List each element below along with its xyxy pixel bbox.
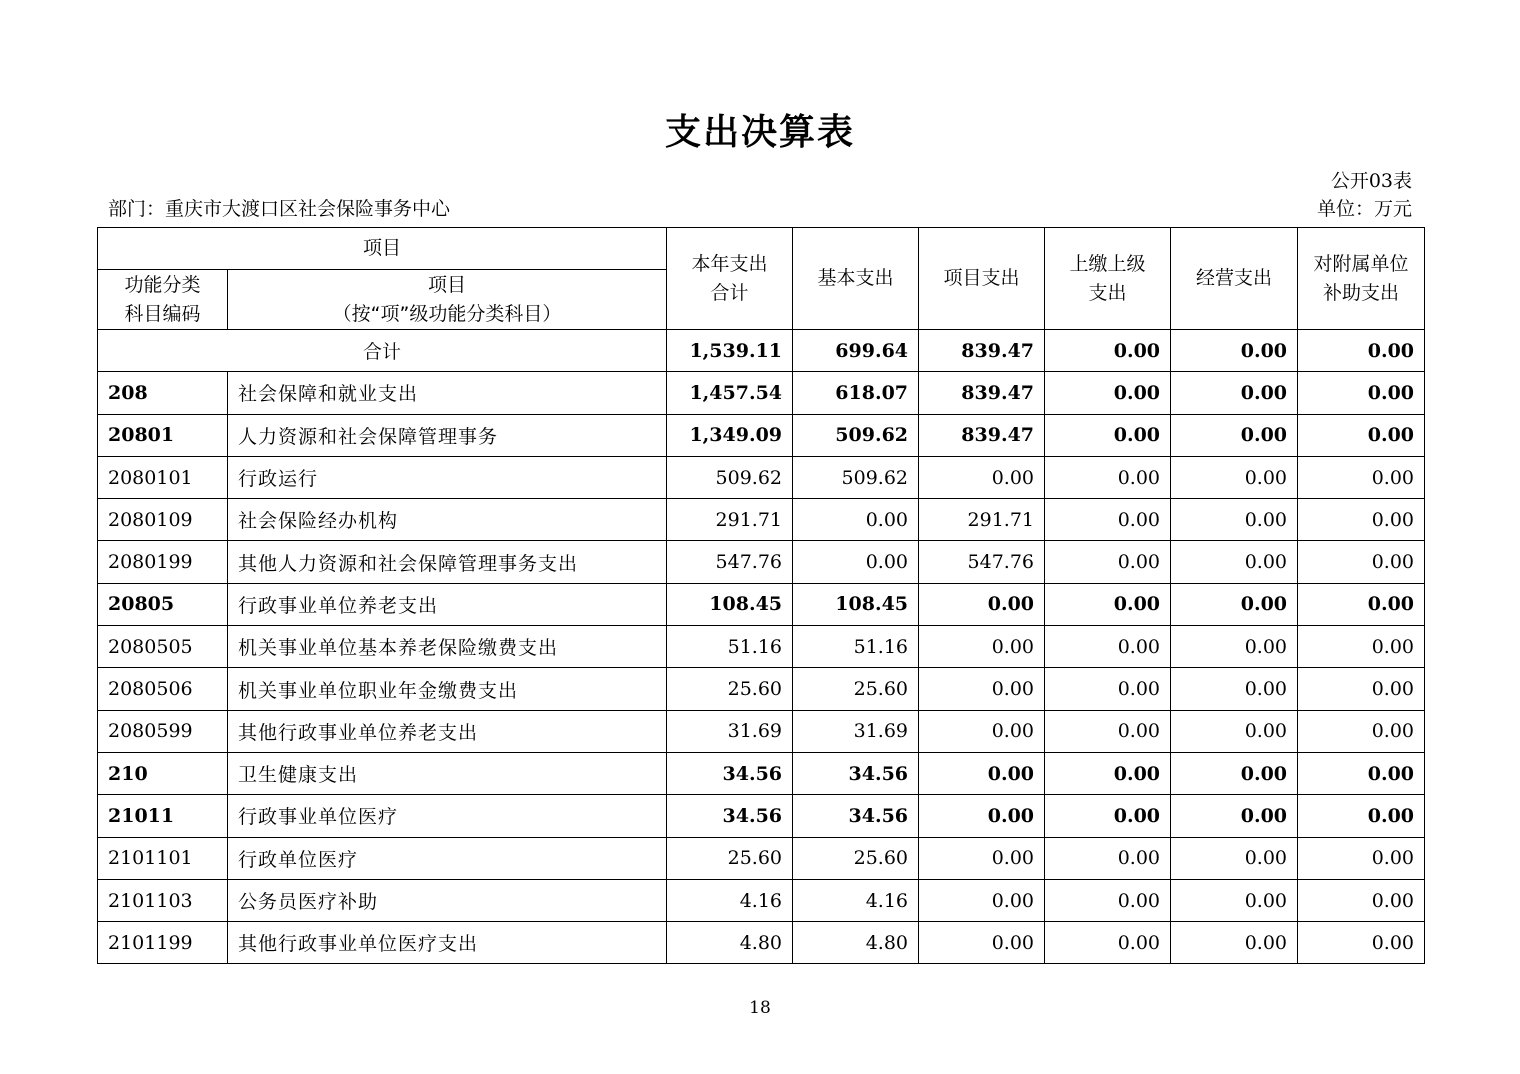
row-value: 0.00 <box>1298 879 1425 921</box>
row-value: 0.00 <box>1171 499 1298 541</box>
page-title: 支出决算表 <box>664 112 855 153</box>
header-subsidy-line1: 对附属单位 <box>1313 252 1409 275</box>
row-name: 社会保障和就业支出 <box>228 372 667 414</box>
row-value: 0.00 <box>1045 499 1171 541</box>
row-value: 0.00 <box>1298 583 1425 625</box>
header-project-group: 项目 <box>98 228 667 270</box>
header-business: 经营支出 <box>1171 228 1298 330</box>
table-row <box>98 456 1425 498</box>
row-value: 0.00 <box>1298 414 1425 456</box>
row-value: 839.47 <box>919 372 1045 414</box>
row-value: 618.07 <box>793 372 919 414</box>
row-code: 20805 <box>98 583 228 625</box>
row-value: 34.56 <box>667 752 793 794</box>
row-value: 0.00 <box>1045 372 1171 414</box>
row-value: 0.00 <box>1298 668 1425 710</box>
row-value: 0.00 <box>1171 456 1298 498</box>
header-name-line1: 项目 <box>428 273 467 296</box>
header-basic: 基本支出 <box>793 228 919 330</box>
row-value: 0.00 <box>1045 922 1171 964</box>
header-code-line2: 科目编码 <box>124 302 201 325</box>
row-value: 0.00 <box>1171 668 1298 710</box>
row-value: 0.00 <box>1045 752 1171 794</box>
row-value: 0.00 <box>1298 456 1425 498</box>
row-value: 0.00 <box>1171 922 1298 964</box>
row-value: 0.00 <box>1171 795 1298 837</box>
row-value: 25.60 <box>793 668 919 710</box>
table-row <box>98 541 1425 583</box>
row-value: 1,349.09 <box>667 414 793 456</box>
row-value: 0.00 <box>1045 583 1171 625</box>
total-value: 0.00 <box>1045 330 1171 372</box>
row-value: 0.00 <box>1045 879 1171 921</box>
row-value: 0.00 <box>919 710 1045 752</box>
total-value: 0.00 <box>1298 330 1425 372</box>
header-project: 项目支出 <box>919 228 1045 330</box>
row-name: 社会保险经办机构 <box>228 499 667 541</box>
row-value: 25.60 <box>793 837 919 879</box>
row-value: 0.00 <box>1171 710 1298 752</box>
row-value: 0.00 <box>1171 372 1298 414</box>
row-value: 4.80 <box>793 922 919 964</box>
row-code: 2080199 <box>98 541 228 583</box>
row-value: 0.00 <box>919 879 1045 921</box>
header-name <box>228 270 667 330</box>
row-value: 0.00 <box>919 795 1045 837</box>
header-subsidy-line2: 补助支出 <box>1323 281 1400 304</box>
row-name: 行政事业单位医疗 <box>228 795 667 837</box>
header-code-line1: 功能分类 <box>124 273 201 296</box>
row-value: 509.62 <box>793 414 919 456</box>
row-value: 0.00 <box>1298 795 1425 837</box>
table-row <box>98 626 1425 668</box>
header-total <box>667 228 793 330</box>
row-value: 51.16 <box>667 626 793 668</box>
row-name: 机关事业单位职业年金缴费支出 <box>228 668 667 710</box>
row-value: 291.71 <box>919 499 1045 541</box>
header-upper <box>1045 228 1171 330</box>
row-name: 人力资源和社会保障管理事务 <box>228 414 667 456</box>
row-value: 0.00 <box>919 922 1045 964</box>
row-value: 0.00 <box>1045 414 1171 456</box>
row-value: 0.00 <box>1298 372 1425 414</box>
total-value: 699.64 <box>793 330 919 372</box>
table-row <box>98 372 1425 414</box>
row-name: 行政事业单位养老支出 <box>228 583 667 625</box>
row-value: 0.00 <box>919 752 1045 794</box>
row-code: 21011 <box>98 795 228 837</box>
row-value: 0.00 <box>919 837 1045 879</box>
row-code: 2080505 <box>98 626 228 668</box>
row-code: 20801 <box>98 414 228 456</box>
row-value: 547.76 <box>919 541 1045 583</box>
row-code: 2101199 <box>98 922 228 964</box>
row-name: 其他人力资源和社会保障管理事务支出 <box>228 541 667 583</box>
table-row <box>98 583 1425 625</box>
row-value: 25.60 <box>667 837 793 879</box>
row-value: 0.00 <box>1298 922 1425 964</box>
row-value: 0.00 <box>1171 414 1298 456</box>
table-row <box>98 499 1425 541</box>
total-value: 839.47 <box>919 330 1045 372</box>
row-value: 4.16 <box>667 879 793 921</box>
row-value: 291.71 <box>667 499 793 541</box>
department-label: 部门：重庆市大渡口区社会保险事务中心 <box>108 198 451 220</box>
row-value: 0.00 <box>1298 626 1425 668</box>
row-code: 2080101 <box>98 456 228 498</box>
row-code: 2080599 <box>98 710 228 752</box>
row-value: 0.00 <box>1171 583 1298 625</box>
row-code: 2101103 <box>98 879 228 921</box>
row-value: 0.00 <box>1171 879 1298 921</box>
total-row <box>98 330 1425 372</box>
row-value: 509.62 <box>793 456 919 498</box>
row-value: 0.00 <box>1045 668 1171 710</box>
row-value: 0.00 <box>1045 456 1171 498</box>
row-code: 208 <box>98 372 228 414</box>
row-value: 31.69 <box>793 710 919 752</box>
row-value: 0.00 <box>1298 752 1425 794</box>
row-value: 0.00 <box>1298 710 1425 752</box>
row-name: 公务员医疗补助 <box>228 879 667 921</box>
form-code: 公开03表 <box>1330 170 1412 192</box>
row-value: 34.56 <box>793 795 919 837</box>
row-value: 0.00 <box>919 626 1045 668</box>
header-upper-line1: 上缴上级 <box>1069 252 1146 275</box>
table-row <box>98 837 1425 879</box>
row-value: 0.00 <box>1171 752 1298 794</box>
row-value: 0.00 <box>1045 626 1171 668</box>
row-value: 0.00 <box>1171 837 1298 879</box>
row-code: 2080506 <box>98 668 228 710</box>
row-value: 31.69 <box>667 710 793 752</box>
total-value: 0.00 <box>1171 330 1298 372</box>
row-value: 509.62 <box>667 456 793 498</box>
row-name: 卫生健康支出 <box>228 752 667 794</box>
row-value: 4.80 <box>667 922 793 964</box>
row-value: 0.00 <box>1171 626 1298 668</box>
row-value: 0.00 <box>1045 710 1171 752</box>
row-name: 行政运行 <box>228 456 667 498</box>
row-name: 机关事业单位基本养老保险缴费支出 <box>228 626 667 668</box>
row-value: 0.00 <box>1298 837 1425 879</box>
row-value: 0.00 <box>1045 541 1171 583</box>
row-value: 0.00 <box>919 583 1045 625</box>
row-value: 0.00 <box>1045 837 1171 879</box>
row-value: 0.00 <box>1045 795 1171 837</box>
header-total-line2: 合计 <box>710 281 749 304</box>
row-value: 34.56 <box>793 752 919 794</box>
row-value: 0.00 <box>1298 499 1425 541</box>
row-value: 0.00 <box>1298 541 1425 583</box>
row-value: 0.00 <box>793 499 919 541</box>
table-row <box>98 414 1425 456</box>
row-value: 34.56 <box>667 795 793 837</box>
row-code: 2101101 <box>98 837 228 879</box>
table-row <box>98 879 1425 921</box>
row-value: 1,457.54 <box>667 372 793 414</box>
row-name: 其他行政事业单位医疗支出 <box>228 922 667 964</box>
row-value: 0.00 <box>1171 541 1298 583</box>
header-code <box>98 270 228 330</box>
row-value: 839.47 <box>919 414 1045 456</box>
header-total-line1: 本年支出 <box>691 252 768 275</box>
row-name: 行政单位医疗 <box>228 837 667 879</box>
row-value: 51.16 <box>793 626 919 668</box>
row-value: 0.00 <box>793 541 919 583</box>
row-value: 25.60 <box>667 668 793 710</box>
expenditure-table <box>97 227 1425 964</box>
table-row <box>98 922 1425 964</box>
row-code: 2080109 <box>98 499 228 541</box>
row-code: 210 <box>98 752 228 794</box>
row-value: 547.76 <box>667 541 793 583</box>
unit-label: 单位：万元 <box>1316 198 1412 220</box>
total-value: 1,539.11 <box>667 330 793 372</box>
table-row <box>98 752 1425 794</box>
page-number: 18 <box>749 998 771 1018</box>
total-label: 合计 <box>98 330 667 372</box>
header-upper-line2: 支出 <box>1088 281 1127 304</box>
header-subsidy <box>1298 228 1425 330</box>
row-value: 4.16 <box>793 879 919 921</box>
table-row <box>98 710 1425 752</box>
table-row <box>98 668 1425 710</box>
table-row <box>98 795 1425 837</box>
header-name-line2: （按“项”级功能分类科目） <box>332 302 562 325</box>
row-value: 0.00 <box>919 456 1045 498</box>
row-value: 108.45 <box>667 583 793 625</box>
row-name: 其他行政事业单位养老支出 <box>228 710 667 752</box>
row-value: 0.00 <box>919 668 1045 710</box>
row-value: 108.45 <box>793 583 919 625</box>
